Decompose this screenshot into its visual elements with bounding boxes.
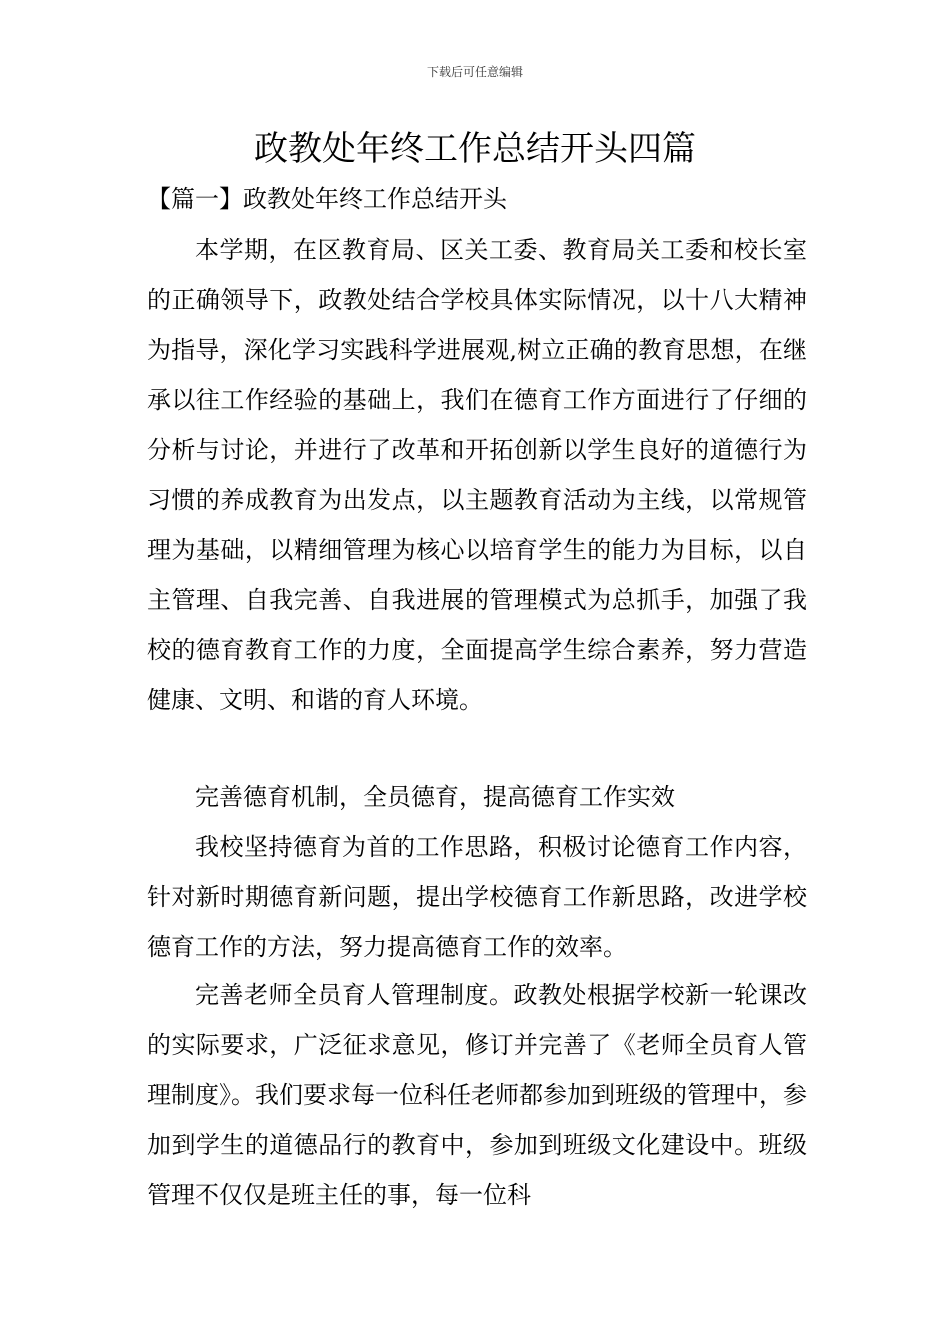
paragraph-block-1 <box>147 225 807 725</box>
header-note: 下载后可任意编辑 <box>426 65 523 79</box>
paragraph-block-2 <box>147 772 807 822</box>
paragraph-block-3 <box>147 822 807 972</box>
paragraph-3: 我校坚持德育为首的工作思路，积极讨论德育工作内容，针对新时期德育新问题，提出学校德育工作新思路，改进学校德育工作的方法，努力提高德育工作的效率。 <box>147 833 807 961</box>
paragraph-2: 完善德育机制，全员德育，提高德育工作实效 <box>195 783 675 811</box>
document-title: 政教处年终工作总结开头四篇 <box>254 129 696 169</box>
paragraph-block-4 <box>147 970 807 1220</box>
section-heading: 【篇一】政教处年终工作总结开头 <box>147 185 507 213</box>
paragraph-1: 本学期，在区教育局、区关工委、教育局关工委和校长室的正确领导下，政教处结合学校具体实际情况，以十八大精神为指导，深化学习实践科学进展观,树立正确的教育思想，在继承以往工作经验的基础上，我们在德育工作方面进行了仔细的分析与讨论，并进行了改革和开拓创新以学生良好的道德行为习惯的养成教育为出发点，以主题教育活动为主线，以常规管理为基础，以精细管理为核心以培育学生的能力为目标，以自主管理、自我完善、自我进展的管理模式为总抓手，加强了我校的德育教育工作的力度，全面提高学生综合素养，努力营造健康、文明、和谐的育人环境。 <box>147 236 807 714</box>
paragraph-4: 完善老师全员育人管理制度。政教处根据学校新一轮课改的实际要求，广泛征求意见，修订并完善了《老师全员育人管理制度》。我们要求每一位科任老师都参加到班级的管理中，参加到学生的道德品行的教育中，参加到班级文化建设中。班级管理不仅仅是班主任的事，每一位科 <box>147 981 807 1209</box>
